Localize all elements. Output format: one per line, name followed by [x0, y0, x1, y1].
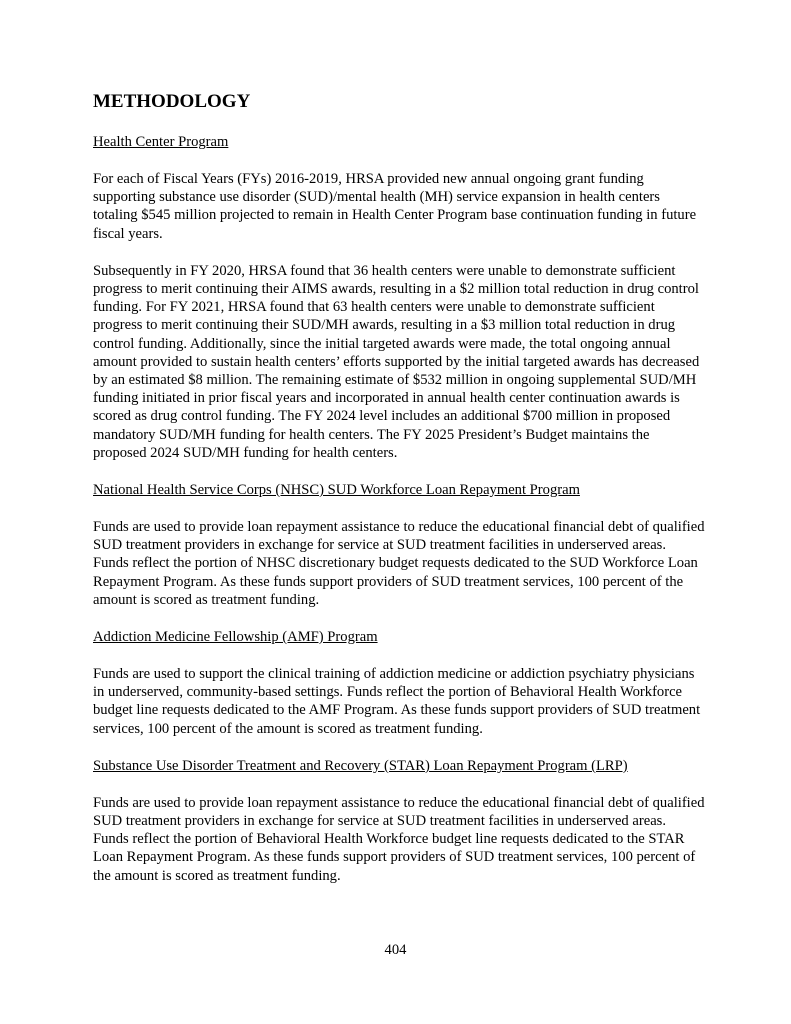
section-amf-program [93, 628, 705, 738]
page-title: METHODOLOGY [93, 91, 251, 112]
section-star-lrp [93, 757, 705, 885]
section-paragraph: Subsequently in FY 2020, HRSA found that 36 health centers were unable to demonstrate sufficient progress to merit continuing their AIMS awards, resulting in a $2 million total reduction in drug control funding. For FY 2021, HRSA found that 63 health centers were unable to demonstrate sufficient progress to merit continuing their SUD/MH awards, resulting in a $3 million total reduction in drug control funding. Additionally, since the initial targeted awards were made, the total ongoing annual amount provided to sustain health centers’ efforts supported by the initial targeted awards has decreased by an estimated $8 million. The remaining estimate of $532 million in ongoing supplemental SUD/MH funding initiated in prior fiscal years and incorporated in annual health center continuation awards is scored as drug control funding. The FY 2024 level includes an additional $700 million in proposed mandatory SUD/MH funding for health centers. The FY 2025 President’s Budget maintains the proposed 2024 SUD/MH funding for health centers. [93, 262, 700, 461]
document-page [93, 90, 705, 904]
section-heading: Substance Use Disorder Treatment and Recovery (STAR) Loan Repayment Program (LRP) [93, 757, 628, 774]
section-health-center-program [93, 133, 705, 462]
section-paragraph: Funds are used to provide loan repayment assistance to reduce the educational financial debt of qualified SUD treatment providers in exchange for service at SUD treatment facilities in underserved areas. Funds reflect the portion of NHSC discretionary budget requests dedicated to the SUD Workforce Loan Repayment Program. As these funds support providers of SUD treatment services, 100 percent of the amount is scored as treatment funding. [93, 519, 705, 608]
section-paragraph: Funds are used to support the clinical training of addiction medicine or addiction psychiatry physicians in underserved, community-based settings. Funds reflect the portion of Behavioral Health Workforce budget line requests dedicated to the AMF Program. As these funds support providers of SUD treatment services, 100 percent of the amount is scored as treatment funding. [93, 666, 701, 737]
section-paragraph: For each of Fiscal Years (FYs) 2016-2019, HRSA provided new annual ongoing grant funding supporting substance use disorder (SUD)/mental health (MH) service expansion in health centers totaling $545 million projected to remain in Health Center Program base continuation funding in future fiscal years. [93, 171, 697, 242]
section-heading: Addiction Medicine Fellowship (AMF) Program [93, 629, 378, 646]
section-paragraph: Funds are used to provide loan repayment assistance to reduce the educational financial debt of qualified SUD treatment providers in exchange for service at SUD treatment facilities in underserved areas. Funds reflect the portion of Behavioral Health Workforce budget line requests dedicated to the STAR Loan Repayment Program. As these funds support providers of SUD treatment services, 100 percent of the amount is scored as treatment funding. [93, 794, 705, 884]
section-heading: Health Center Program [93, 134, 229, 150]
section-heading: National Health Service Corps (NHSC) SUD Workforce Loan Repayment Program [93, 482, 580, 499]
section-nhsc-sud-workforce-lrp [93, 481, 705, 609]
page-number: 404 [384, 942, 407, 958]
